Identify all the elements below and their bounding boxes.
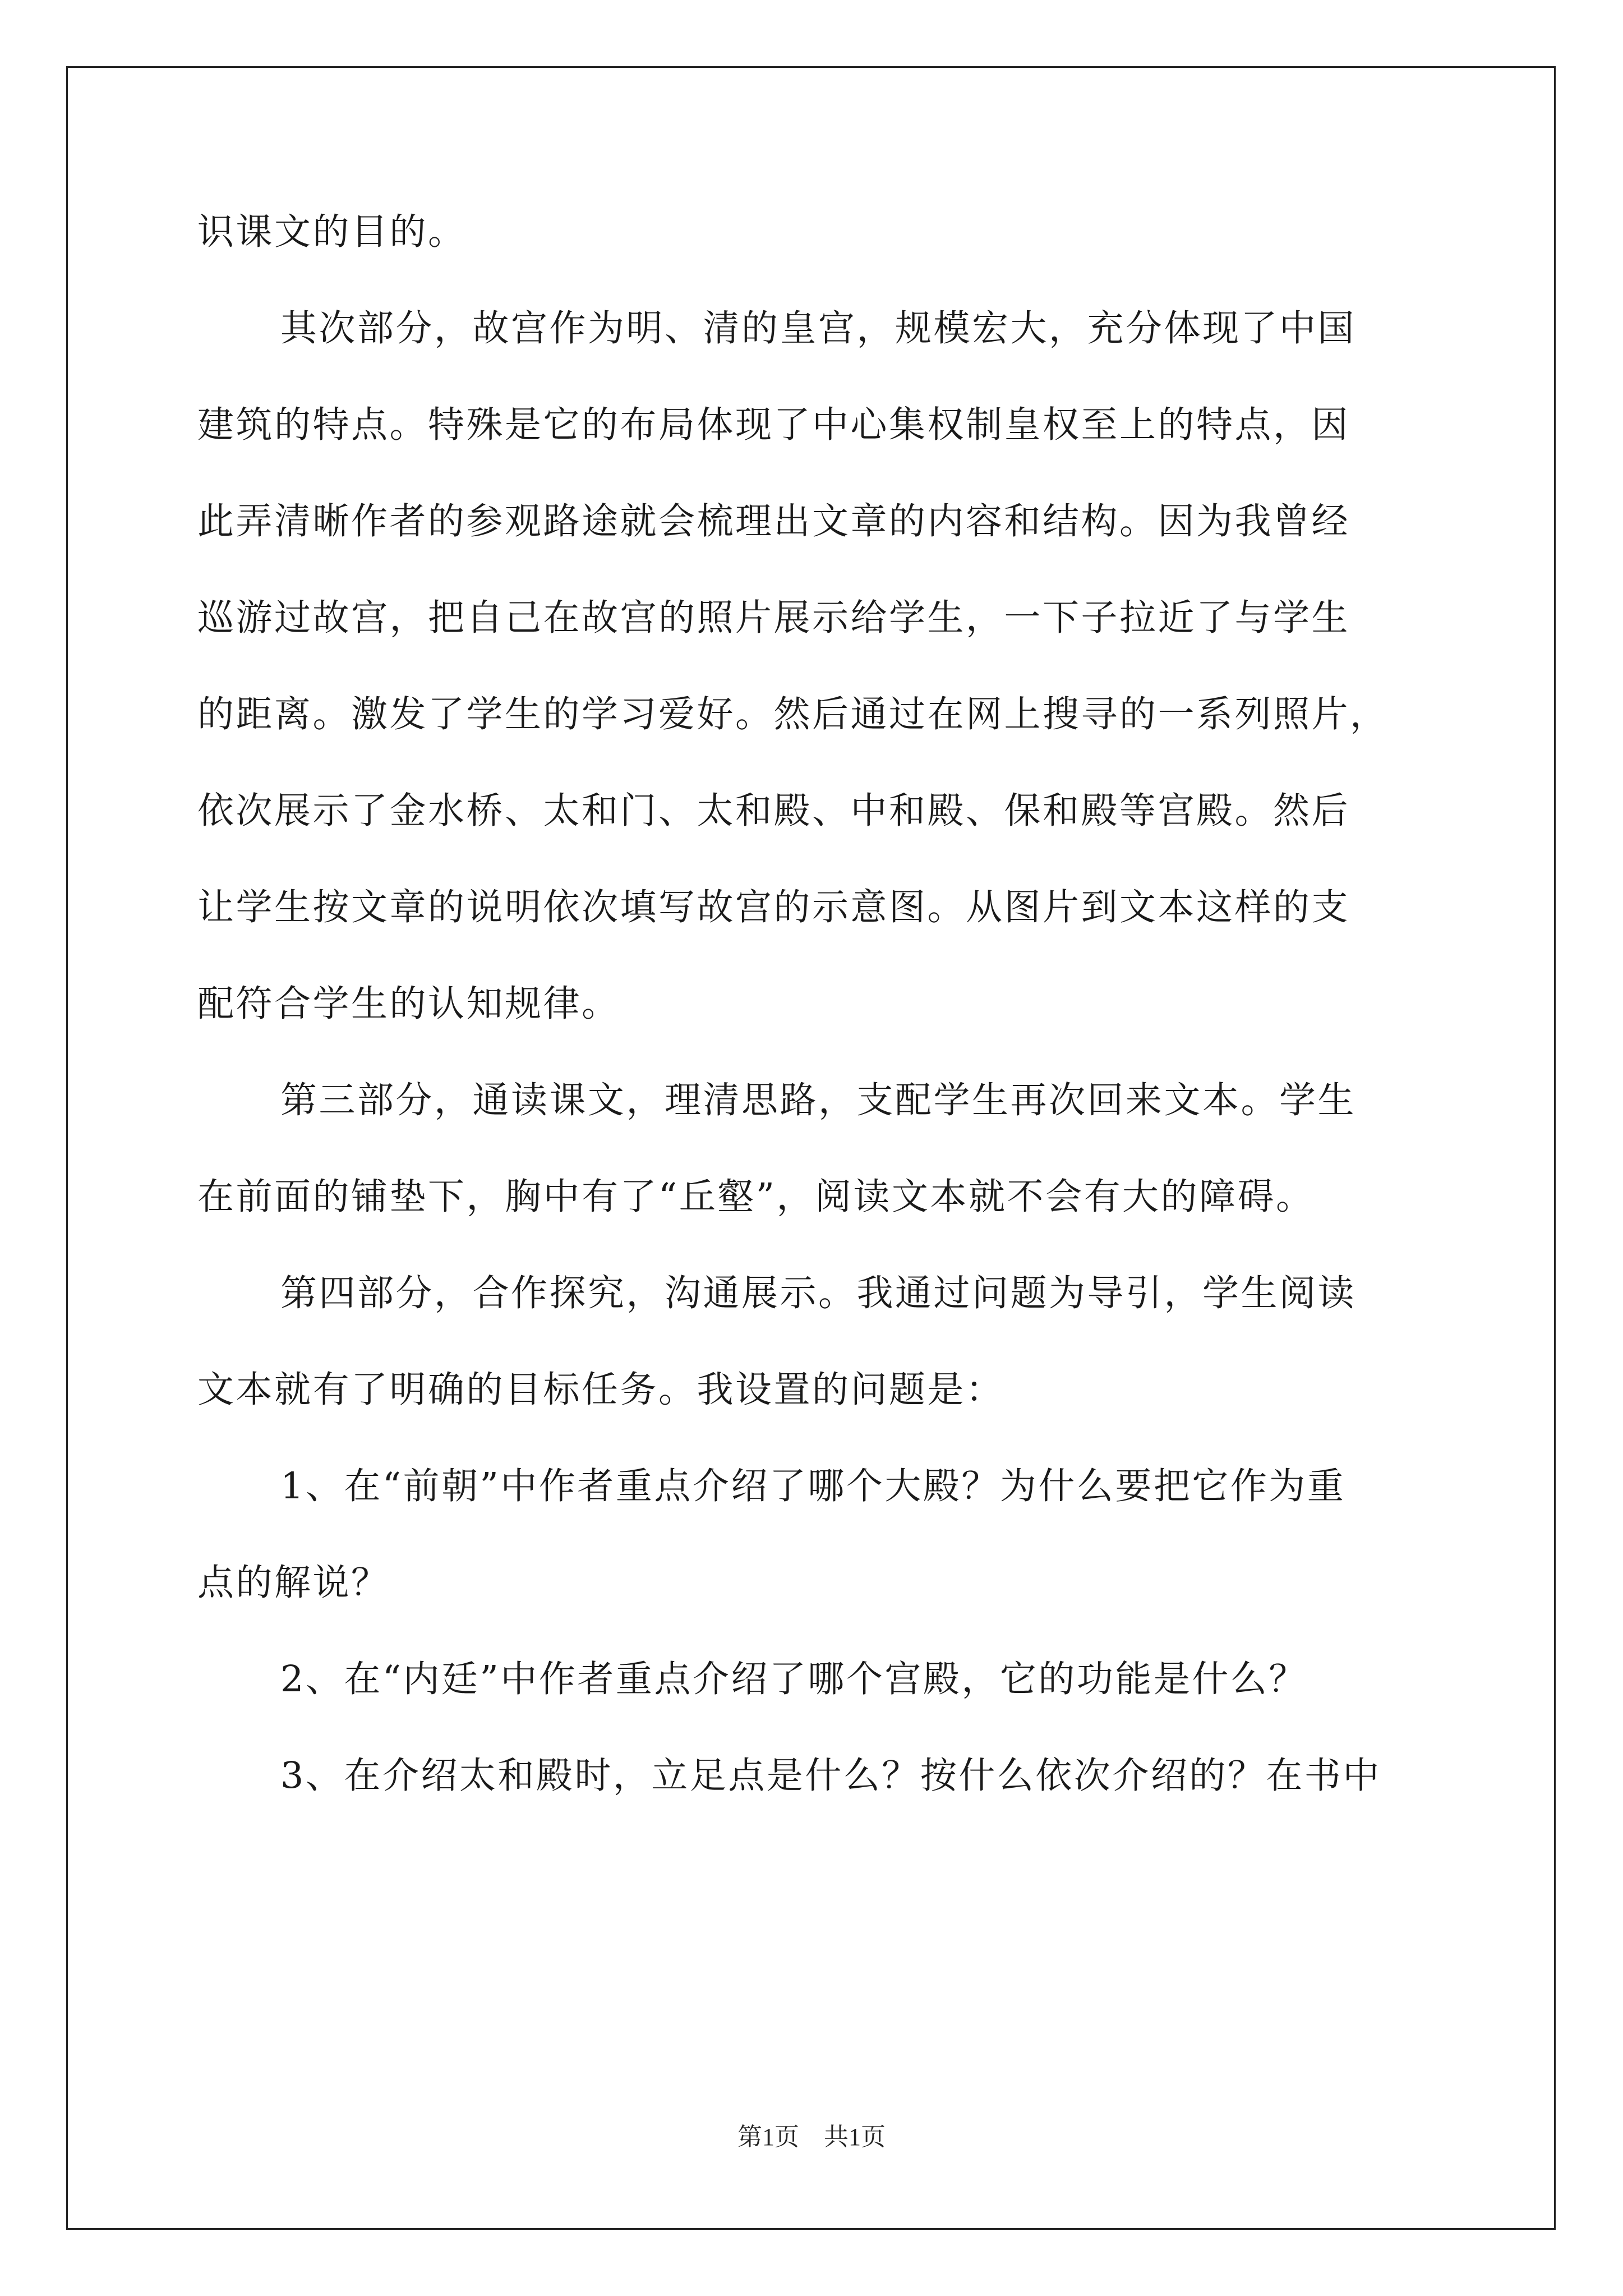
text-line: 依次展示了金水桥、太和门、太和殿、中和殿、保和殿等宫殿。然后 <box>197 790 1350 832</box>
text-line: 识课文的目的。 <box>197 211 467 253</box>
question-3 <box>197 1751 1426 1801</box>
text-line: 第四部分，合作探究，沟通展示。我通过问题为导引，学生阅读 <box>280 1272 1357 1314</box>
text-line: 配符合学生的认知规律。 <box>197 983 620 1025</box>
text-line: 3、在介绍太和殿时，立足点是什么？按什么依次介绍的？在书中 <box>280 1755 1381 1797</box>
paragraph-3 <box>197 1076 1426 1222</box>
text-line: 巡游过故宫，把自己在故宫的照片展示给学生，一下子拉近了与学生 <box>197 597 1350 639</box>
paragraph-4 <box>197 1269 1426 1415</box>
page-number-footer: 第1页 共1页 <box>737 2123 886 2151</box>
text-line: 建筑的特点。特殊是它的布局体现了中心集权制皇权至上的特点，因 <box>197 404 1350 446</box>
text-line: 1、在“前朝”中作者重点介绍了哪个大殿？为什么要把它作为重 <box>280 1465 1346 1507</box>
question-2 <box>197 1655 1426 1704</box>
text-line: 其次部分，故宫作为明、清的皇宫，规模宏大，充分体现了中国 <box>280 307 1357 349</box>
text-line: 文本就有了明确的目标任务。我设置的问题是： <box>197 1369 1004 1411</box>
text-line: 第三部分，通读课文，理清思路，支配学生再次回来文本。学生 <box>280 1079 1357 1121</box>
question-1 <box>197 1462 1426 1608</box>
text-line: 点的解说？ <box>197 1562 390 1604</box>
text-line: 在前面的铺垫下，胸中有了“丘壑”，阅读文本就不会有大的障碍。 <box>197 1176 1315 1218</box>
paragraph-2 <box>197 304 1426 1029</box>
text-line: 此弄清晰作者的参观路途就会梳理出文章的内容和结构。因为我曾经 <box>197 500 1350 542</box>
text-line: 的距离。激发了学生的学习爱好。然后通过在网上搜寻的一系列照片， <box>197 693 1389 735</box>
text-line: 让学生按文章的说明依次填写故宫的示意图。从图片到文本这样的支 <box>197 886 1350 928</box>
document-body <box>197 208 1426 1848</box>
paragraph-1 <box>197 208 1426 257</box>
text-line: 2、在“内廷”中作者重点介绍了哪个宫殿，它的功能是什么？ <box>280 1658 1307 1700</box>
